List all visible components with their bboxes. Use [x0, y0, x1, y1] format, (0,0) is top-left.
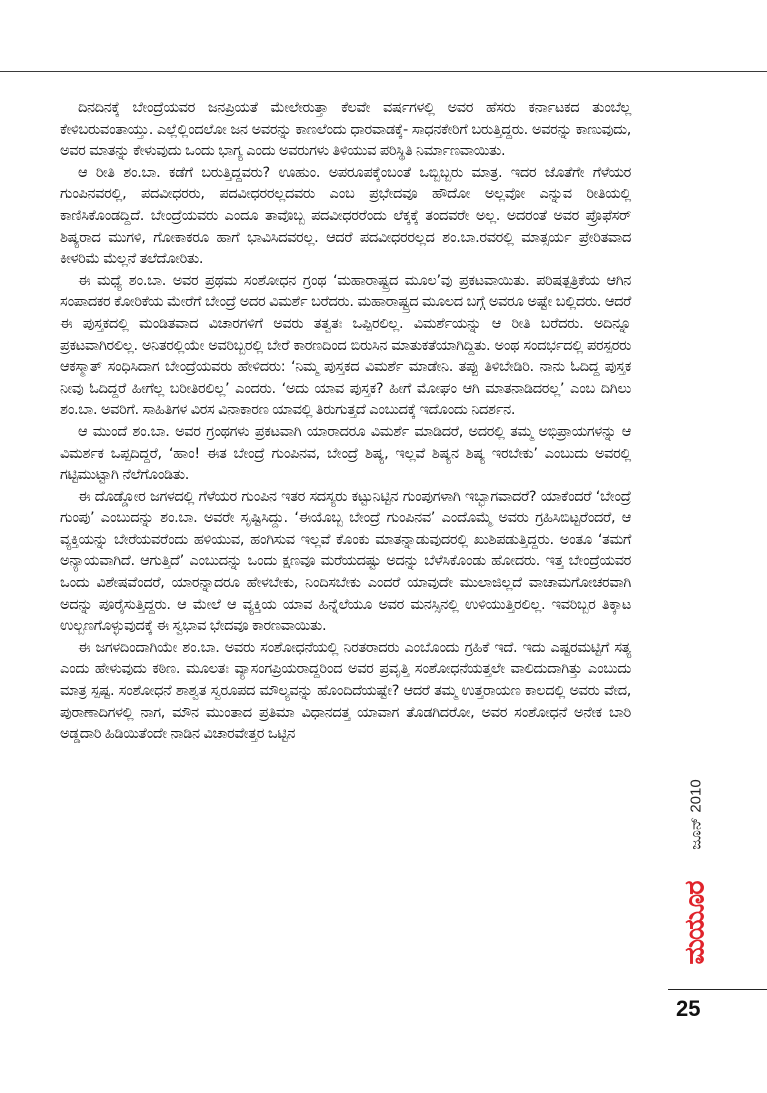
issue-date-container: [679, 762, 713, 867]
paragraph-4: ಆ ಮುಂದೆ ಶಂ.ಬಾ. ಅವರ ಗ್ರಂಥಗಳು ಪ್ರಕಟವಾಗಿ ಯಾರಾದರೂ ವಿಮರ್ಶೆ ಮಾಡಿದರೆ, ಅದರಲ್ಲಿ ತಮ್ಮ ಅಭಿಪ್ರಾಯಗಳನ್ನು ಆ ವಿಮರ್ಶಕ ಒಪ್ಪದಿದ್ದರೆ, ‘ಹಾಂ! ಈತ ಬೇಂದ್ರೆ ಗುಂಪಿನವ, ಬೇಂದ್ರೆ ಶಿಷ್ಯ, ಇಲ್ಲವೆ ಶಿಷ್ಯನ ಶಿಷ್ಯ ಇರಬೇಕು’ ಎಂಬುದು ಅವರಲ್ಲಿ ಗಟ್ಟಿಮುಟ್ಟಾಗಿ ನೆಲೆಗೊಂಡಿತು.: [60, 423, 631, 484]
article-body: [60, 98, 631, 746]
paragraph-2: ಆ ರೀತಿ ಶಂ.ಬಾ. ಕಡೆಗೆ ಬರುತ್ತಿದ್ದವರು? ಊಹುಂ. ಅಪರೂಪಕ್ಕೆಂಬಂತೆ ಒಬ್ಬಿಬ್ಬರು ಮಾತ್ರ. ಇದರ ಜೊತೆಗೇ ಗೆಳೆಯರ ಗುಂಪಿನವರಲ್ಲಿ, ಪದವೀಧರರು, ಪದವೀಧರರಲ್ಲದವರು ಎಂಬ ಪ್ರಭೇದವೂ ಹೌದೋ ಅಲ್ಲವೋ ಎನ್ನುವ ರೀತಿಯಲ್ಲಿ ಕಾಣಿಸಿಕೊಂಡದ್ದಿದೆ. ಬೇಂದ್ರೆಯವರು ಎಂದೂ ತಾವೊಬ್ಬ ಪದವೀಧರರೆಂದು ಲೆಕ್ಕಕ್ಕೆ ತಂದವರೇ ಅಲ್ಲ. ಅದರಂತೆ ಅವರ ಪ್ರೊಫೆಸರ್ ಶಿಷ್ಯರಾದ ಮುಗಳಿ, ಗೋಕಾಕರೂ ಹಾಗೆ ಭಾವಿಸಿದವರಲ್ಲ. ಆದರೆ ಪದವೀಧರರಲ್ಲದ ಶಂ.ಬಾ.ರವರಲ್ಲಿ ಮಾತ್ಸರ್ಯ ಪ್ರೇರಿತವಾದ ಕೀಳರಿಮೆ ಮೆಲ್ಲನೆ ತಲೆದೋರಿತು.: [60, 164, 631, 268]
paragraph-5: ಈ ದೊಡ್ಡೋರ ಜಗಳದಲ್ಲಿ ಗೆಳೆಯರ ಗುಂಪಿನ ಇತರ ಸದಸ್ಯರು ಕಟ್ಟುನಿಟ್ಟಿನ ಗುಂಪುಗಳಾಗಿ ಇಬ್ಭಾಗವಾದರೆ? ಯಾಕೆಂದರೆ ‘ಬೇಂದ್ರೆ ಗುಂಪು’ ಎಂಬುದನ್ನು ಶಂ.ಬಾ. ಅವರೇ ಸೃಷ್ಟಿಸಿದ್ದು. ‘ಈಯೊಬ್ಬ ಬೇಂದ್ರೆ ಗುಂಪಿನವ’ ಎಂದೊಮ್ಮೆ ಅವರು ಗ್ರಹಿಸಿಬಿಟ್ಟರೆಂದರೆ, ಆ ವ್ಯಕ್ತಿಯನ್ನು ಬೇರೆಯವರೆಂದು ಹಳಿಯುವ, ಹಂಗಿಸುವ ಇಲ್ಲವೆ ಕೊಂಕು ಮಾತನ್ನಾಡುವುದರಲ್ಲಿ ಖುಶಿಪಡುತ್ತಿದ್ದರು. ಅಂತೂ ‘ತಮಗೆ ಅನ್ಯಾಯವಾಗಿದೆ. ಆಗುತ್ತಿದೆ’ ಎಂಬುದನ್ನು ಒಂದು ಕ್ಷಣವೂ ಮರೆಯದಷ್ಟು ಅದನ್ನು ಬೆಳೆಸಿಕೊಂಡು ಹೋದರು. ಇತ್ತ ಬೇಂದ್ರೆಯವರ ಒಂದು ವಿಶೇಷವೆಂದರೆ, ಯಾರನ್ನಾದರೂ ಹೇಳಬೇಕು, ನಿಂದಿಸಬೇಕು ಎಂದರೆ ಯಾವುದೇ ಮುಲಾಜಿಲ್ಲದೆ ವಾಚಾಮಗೋಚರವಾಗಿ ಅದನ್ನು ಪೂರೈಸುತ್ತಿದ್ದರು. ಆ ಮೇಲೆ ಆ ವ್ಯಕ್ತಿಯ ಯಾವ ಹಿನ್ನೆಲೆಯೂ ಅವರ ಮನಸ್ಸಿನಲ್ಲಿ ಉಳಿಯುತ್ತಿರಲಿಲ್ಲ. ಇವರಿಬ್ಬರ ತಿಕ್ಕಾಟ ಉಲ್ಬಣಗೊಳ್ಳುವುದಕ್ಕೆ ಈ ಸ್ವಭಾವ ಭೇದವೂ ಕಾರಣವಾಯಿತು.: [60, 488, 631, 635]
magazine-name: ಮಯೂರ: [680, 881, 712, 965]
page-number: 25: [676, 996, 701, 1021]
magazine-logo: [674, 880, 718, 966]
paragraph-3: ಈ ಮಧ್ಯೆ ಶಂ.ಬಾ. ಅವರ ಪ್ರಥಮ ಸಂಶೋಧನ ಗ್ರಂಥ ‘ಮಹಾರಾಷ್ಟ್ರದ ಮೂಲ’ವು ಪ್ರಕಟವಾಯಿತು. ಪರಿಷತ್ಪತ್ರಿಕೆಯ ಆಗಿನ ಸಂಪಾದಕರ ಕೋರಿಕೆಯ ಮೇರೆಗೆ ಬೇಂದ್ರೆ ಅದರ ವಿಮರ್ಶೆ ಬರೆದರು. ಮಹಾರಾಷ್ಟ್ರದ ಮೂಲದ ಬಗ್ಗೆ ಅವರೂ ಅಷ್ಟೇ ಬಲ್ಲಿದರು. ಆದರೆ ಈ ಪುಸ್ತಕದಲ್ಲಿ ಮಂಡಿತವಾದ ವಿಚಾರಗಳಿಗೆ ಅವರು ತತ್ವತಃ ಒಪ್ಪಿರಲಿಲ್ಲ. ವಿಮರ್ಶೆಯನ್ನು ಆ ರೀತಿ ಬರೆದರು. ಅದಿನ್ನೂ ಪ್ರಕಟವಾಗಿರಲಿಲ್ಲ. ಅನಿತರಲ್ಲಿಯೇ ಅವರಿಬ್ಬರಲ್ಲಿ ಬೇರೆ ಕಾರಣದಿಂದ ಬಿರುಸಿನ ಮಾತುಕತೆಯಾಗಿದ್ದಿತು. ಅಂಥ ಸಂದರ್ಭದಲ್ಲಿ ಪರಸ್ಪರರು ಆಕಸ್ಮಾತ್ ಸಂಧಿಸಿದಾಗ ಬೇಂದ್ರೆಯವರು ಹೇಳಿದರು: ‘ನಿಮ್ಮ ಪುಸ್ತಕದ ವಿಮರ್ಶೆ ಮಾಡೇನಿ. ತಪ್ಪು ತಿಳಿಬೇಡಿರಿ. ನಾನು ಓದಿದ್ದ ಪುಸ್ತಕ ನೀವು ಓದಿದ್ದರೆ ಹೀಗೆಲ್ಲ ಬರೀತಿರಲಿಲ್ಲ’ ಎಂದರು. ‘ಅದು ಯಾವ ಪುಸ್ತಕ? ಹೀಗೆ ಮೋಘಂ ಆಗಿ ಮಾತನಾಡಿದರಲ್ಲ’ ಎಂಬ ದಿಗಿಲು ಶಂ.ಬಾ. ಅವರಿಗೆ. ಸಾಹಿತಿಗಳ ವಿರಸ ವಿನಾಕಾರಣ ಯಾವಲ್ಲಿ ತಿರುಗುತ್ತದೆ ಎಂಬುದಕ್ಕೆ ಇದೊಂದು ನಿದರ್ಶನ.: [60, 272, 631, 419]
page-number-divider: [668, 989, 767, 990]
paragraph-1: ದಿನದಿನಕ್ಕೆ ಬೇಂದ್ರೆಯವರ ಜನಪ್ರಿಯತೆ ಮೇಲೇರುತ್ತಾ ಕೆಲವೇ ವರ್ಷಗಳಲ್ಲಿ ಅವರ ಹೆಸರು ಕರ್ನಾಟಕದ ತುಂಬೆಲ್ಲ ಕೇಳಿಬರುವಂತಾಯ್ತು. ಎಲ್ಲೆಲ್ಲಿಂದಲೋ ಜನ ಅವರನ್ನು ಕಾಣಲೆಂದು ಧಾರವಾಡಕ್ಕೆ- ಸಾಧನಕೇರಿಗೆ ಬರುತ್ತಿದ್ದರು. ಅವರನ್ನು ಕಾಣುವುದು, ಅವರ ಮಾತನ್ನು ಕೇಳುವುದು ಒಂದು ಭಾಗ್ಯ ಎಂದು ಅವರುಗಳು ತಿಳಿಯುವ ಪರಿಸ್ಥಿತಿ ನಿರ್ಮಾಣವಾಯಿತು.: [60, 100, 631, 160]
paragraph-6: ಈ ಜಗಳದಿಂದಾಗಿಯೇ ಶಂ.ಬಾ. ಅವರು ಸಂಶೋಧನೆಯಲ್ಲಿ ನಿರತರಾದರು ಎಂಬೊಂದು ಗ್ರಹಿಕೆ ಇದೆ. ಇದು ಎಷ್ಟರಮಟ್ಟಿಗೆ ಸತ್ಯ ಎಂದು ಹೇಳುವುದು ಕಠಿಣ. ಮೂಲತಃ ವ್ಯಾಸಂಗಪ್ರಿಯರಾದ್ದರಿಂದ ಅವರ ಪ್ರವೃತ್ತಿ ಸಂಶೋಧನೆಯತ್ತಲೇ ವಾಲಿದುದಾಗಿತ್ತು ಎಂಬುದು ಮಾತ್ರ ಸ್ಪಷ್ಟ. ಸಂಶೋಧನೆ ಶಾಶ್ವತ ಸ್ವರೂಪದ ಮೌಲ್ಯವನ್ನು ಹೊಂದಿದೆಯಷ್ಟೇ? ಆದರೆ ತಮ್ಮ ಉತ್ತರಾಯಣ ಕಾಲದಲ್ಲಿ ಅವರು ವೇದ, ಪುರಾಣಾದಿಗಳಲ್ಲಿ ನಾಗ, ಮೌನ ಮುಂತಾದ ಪ್ರತಿಮಾ ವಿಧಾನದತ್ತ ಯಾವಾಗ ತೊಡಗಿದರೋ, ಅವರ ಸಂಶೋಧನೆ ಅನೇಕ ಬಾರಿ ಅಡ್ಡದಾರಿ ಹಿಡಿಯಿತೆಂದೇ ನಾಡಿನ ವಿಚಾರವೇತ್ತರ ಒಟ್ಟಿನ: [60, 639, 631, 743]
top-divider: [0, 71, 767, 72]
issue-date: ಜೂನ್ 2010: [687, 779, 705, 850]
